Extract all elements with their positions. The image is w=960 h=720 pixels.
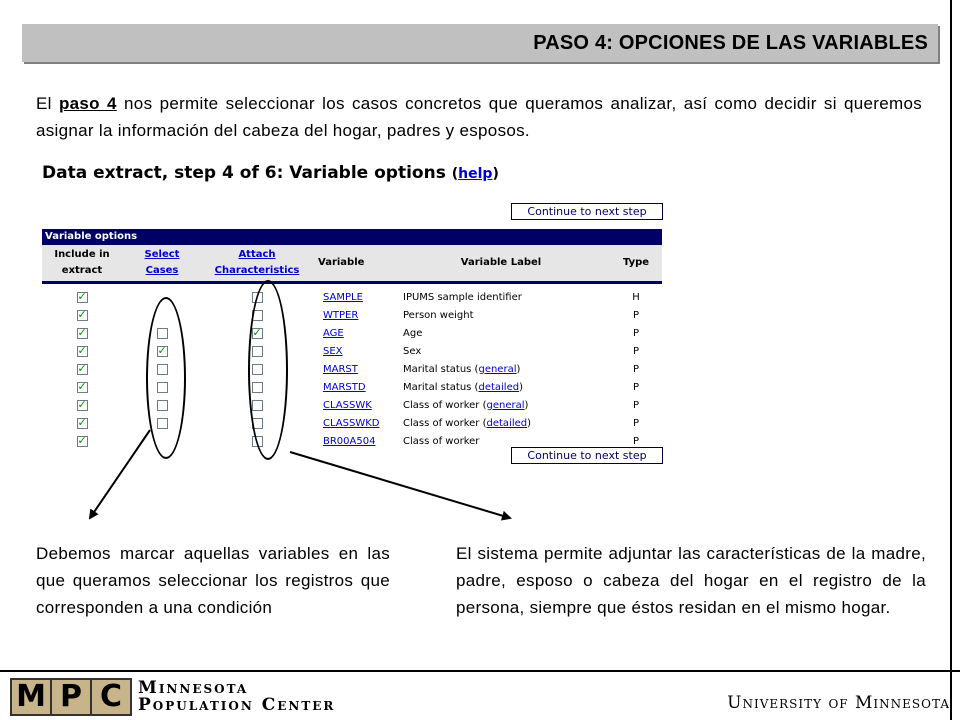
- table-body: [42, 288, 662, 450]
- variable-label-close: ): [519, 381, 523, 393]
- right-border-rule: [950, 0, 952, 720]
- table-caption: Variable options: [42, 229, 662, 245]
- variable-cell: [312, 418, 392, 429]
- header-attach-link-line2[interactable]: Characteristics: [214, 265, 300, 276]
- variable-link[interactable]: WTPER: [323, 309, 359, 321]
- extract-step-title: [42, 163, 499, 183]
- continue-button-bottom[interactable]: Continue to next step: [511, 447, 663, 464]
- variable-link[interactable]: MARST: [323, 363, 358, 375]
- intro-text-end: nos permite seleccionar los casos concretos que queramos analizar, así como decidir si queremos asignar la información del cabeza del hogar, padres y esposos.: [36, 94, 923, 140]
- mpc-logo-line2: Population Center: [138, 695, 336, 715]
- select-cases-note: Debemos marcar aquellas variables en las que queramos seleccionar los registros que corresponden a una condición: [36, 544, 390, 617]
- type-cell: H: [632, 291, 640, 303]
- include-cell: [42, 418, 122, 429]
- include-cell: [42, 382, 122, 393]
- variable-link[interactable]: AGE: [323, 327, 344, 339]
- include-checkbox[interactable]: [77, 382, 88, 393]
- variable-cell: [312, 436, 392, 447]
- type-cell: P: [632, 417, 640, 429]
- variable-link[interactable]: SAMPLE: [323, 291, 363, 303]
- table-row: [42, 396, 662, 414]
- include-checkbox[interactable]: [77, 400, 88, 411]
- attach-characteristics-note: El sistema permite adjuntar las características de la madre, padre, esposo o cabeza del hogar en el registro de la persona, siempre que éstos residan en el mismo hogar.: [456, 544, 926, 617]
- variable-label-link[interactable]: general: [486, 399, 525, 411]
- table-row: [42, 378, 662, 396]
- variable-cell: [312, 400, 392, 411]
- variable-label-text: Class of worker (: [403, 417, 487, 429]
- variable-label-cell: [392, 418, 610, 429]
- variable-link[interactable]: CLASSWK: [323, 399, 372, 411]
- variable-label-text: Class of worker (: [403, 399, 487, 411]
- type-cell: P: [632, 345, 640, 357]
- table-row: [42, 288, 662, 306]
- variable-link[interactable]: MARSTD: [323, 381, 366, 393]
- variable-label-close: ): [527, 417, 532, 429]
- variable-cell: [312, 364, 392, 375]
- type-cell: P: [632, 399, 640, 411]
- include-checkbox[interactable]: [77, 328, 88, 339]
- variable-label-text: Age: [403, 327, 423, 339]
- variable-label-cell: [392, 382, 610, 393]
- include-cell: [42, 292, 122, 303]
- include-checkbox[interactable]: [77, 346, 88, 357]
- header-variable-label: Variable Label: [460, 257, 542, 268]
- intro-keyword: paso 4: [58, 94, 117, 113]
- variable-cell: [312, 346, 392, 357]
- variable-cell: [312, 328, 392, 339]
- variable-cell: [312, 382, 392, 393]
- variable-label-cell: [392, 346, 610, 357]
- include-checkbox[interactable]: [77, 418, 88, 429]
- header-select-link-line1[interactable]: Select: [144, 249, 180, 260]
- include-cell: [42, 436, 122, 447]
- header-type: Type: [622, 257, 650, 268]
- table-header-row: [42, 245, 662, 284]
- help-link[interactable]: help: [458, 166, 493, 182]
- header-include: [42, 247, 122, 279]
- mpc-letter-m: M: [12, 680, 50, 714]
- type-cell: P: [632, 435, 640, 447]
- footer-divider: [0, 670, 960, 672]
- header-variable: Variable: [318, 257, 365, 268]
- variable-cell: [312, 310, 392, 321]
- variable-label-cell: [392, 400, 610, 411]
- university-logo-text: University of Minnesota: [727, 693, 950, 713]
- include-checkbox[interactable]: [77, 310, 88, 321]
- variable-label-cell: [392, 292, 610, 303]
- table-row: [42, 414, 662, 432]
- mpc-letter-c: C: [92, 680, 130, 714]
- mpc-logo-line1: Minnesota: [138, 678, 249, 698]
- header-include-line2: extract: [61, 265, 103, 276]
- include-cell: [42, 328, 122, 339]
- mpc-logo: [10, 678, 335, 716]
- variable-link[interactable]: BR00A504: [323, 435, 376, 447]
- header-bar: [22, 24, 938, 62]
- include-checkbox[interactable]: [77, 436, 88, 447]
- intro-paragraph: [36, 90, 922, 144]
- include-cell: [42, 346, 122, 357]
- variable-label-link[interactable]: detailed: [486, 417, 528, 429]
- include-checkbox[interactable]: [77, 292, 88, 303]
- header-attach-link-line1[interactable]: Attach: [238, 249, 276, 260]
- include-cell: [42, 310, 122, 321]
- select-cases-highlight-oval: [146, 297, 186, 459]
- variable-label-text: Class of worker: [403, 435, 480, 447]
- variable-label-text: Person weight: [403, 309, 474, 321]
- variable-label-close: ): [524, 399, 529, 411]
- extract-step-title-text: Data extract, step 4 of 6: Variable options: [42, 163, 446, 183]
- variable-label-link[interactable]: general: [478, 363, 517, 375]
- type-cell: P: [632, 381, 640, 393]
- table-row: [42, 306, 662, 324]
- table-row: [42, 360, 662, 378]
- variable-label-text: Marital status (: [403, 363, 479, 375]
- variable-label-cell: [392, 364, 610, 375]
- variable-cell: [312, 292, 392, 303]
- variable-link[interactable]: SEX: [323, 345, 343, 357]
- include-cell: [42, 364, 122, 375]
- include-cell: [42, 400, 122, 411]
- variable-link[interactable]: CLASSWKD: [323, 417, 380, 429]
- variable-label-cell: [392, 328, 610, 339]
- intro-text-start: El: [36, 94, 59, 113]
- header-select-link-line2[interactable]: Cases: [145, 265, 179, 276]
- variable-label-text: Marital status (: [403, 381, 479, 393]
- variable-label-close: ): [516, 363, 521, 375]
- help-paren-close: ): [492, 166, 499, 182]
- mpc-letter-p: P: [52, 680, 90, 714]
- continue-button-top[interactable]: Continue to next step: [511, 203, 663, 220]
- page-title: PASO 4: OPCIONES DE LAS VARIABLES: [533, 32, 928, 54]
- table-row: [42, 342, 662, 360]
- mpc-logo-name: [138, 680, 335, 714]
- variable-label-cell: [392, 436, 610, 447]
- variable-label-text: Sex: [403, 345, 422, 357]
- header-include-line1: Include in: [54, 249, 110, 260]
- type-cell: P: [632, 327, 640, 339]
- include-checkbox[interactable]: [77, 364, 88, 375]
- header-attach-characteristics[interactable]: [202, 247, 312, 279]
- table-row: [42, 324, 662, 342]
- type-cell: P: [632, 363, 640, 375]
- header-select-cases[interactable]: [122, 247, 202, 279]
- type-cell: P: [632, 309, 640, 321]
- variable-label-cell: [392, 310, 610, 321]
- attach-characteristics-highlight-oval: [248, 280, 288, 460]
- variable-label-text: IPUMS sample identifier: [403, 291, 522, 303]
- arrow-to-right-note: [290, 452, 510, 518]
- help-paren-open: (: [451, 166, 459, 182]
- mpc-logo-letters: [10, 678, 132, 716]
- variable-label-link[interactable]: detailed: [478, 381, 520, 393]
- variable-options-table: [42, 229, 662, 450]
